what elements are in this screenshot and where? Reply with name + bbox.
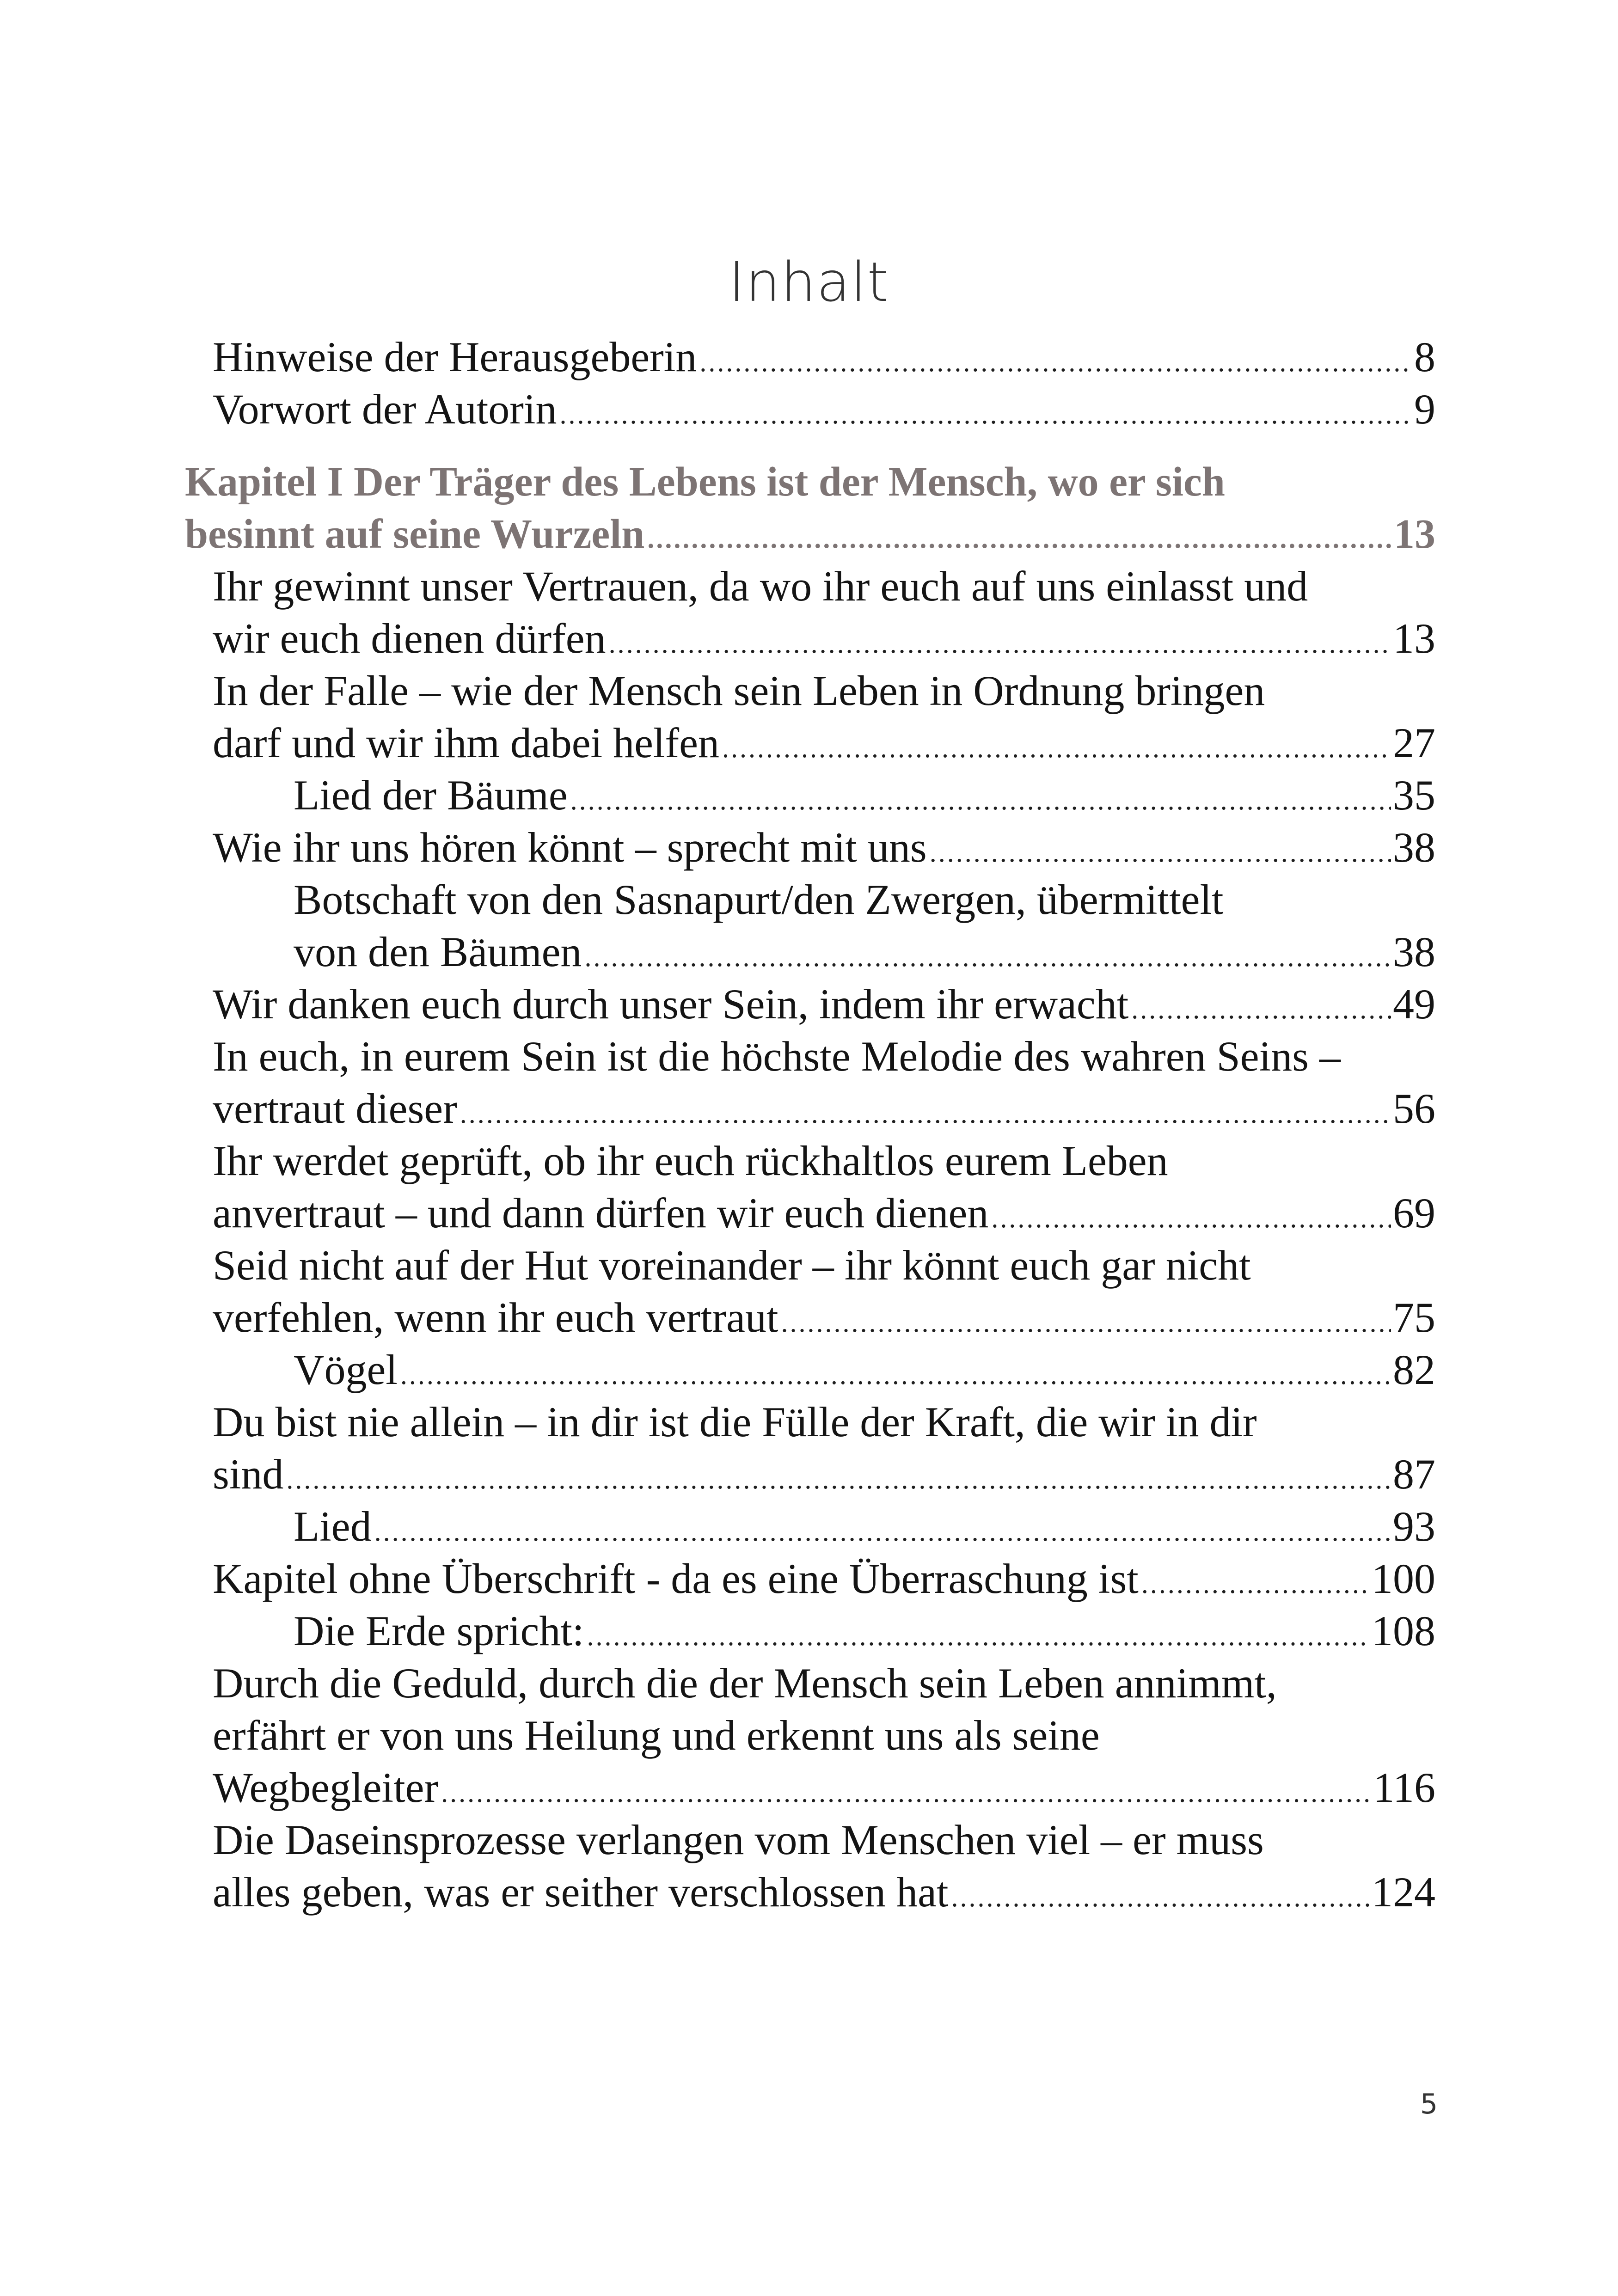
toc-dot-leader xyxy=(609,618,1391,665)
toc-entry-line xyxy=(213,1135,1435,1187)
toc-entry-line xyxy=(213,1866,1435,1918)
toc-page-number: 124 xyxy=(1372,1868,1435,1916)
toc-entry-line xyxy=(213,1187,1435,1239)
toc-dot-leader xyxy=(587,1610,1370,1657)
toc-entry-line xyxy=(213,1448,1435,1500)
toc-page-number: 8 xyxy=(1414,333,1435,380)
toc-entry-line xyxy=(213,1657,1435,1709)
toc-entry-line xyxy=(185,508,1435,560)
toc-page-number: 38 xyxy=(1393,928,1435,975)
toc-entry-line xyxy=(213,1396,1435,1448)
toc-entry-title: Botschaft von den Sasnapurt/den Zwergen, übermittelt xyxy=(294,876,1224,923)
toc-page-number: 35 xyxy=(1393,771,1435,819)
toc-dot-leader xyxy=(1131,983,1391,1030)
toc-page-number: 93 xyxy=(1393,1503,1435,1550)
toc-entry-title: sind xyxy=(213,1451,284,1498)
toc-entry-line xyxy=(294,926,1435,978)
toc-dot-leader xyxy=(570,774,1391,821)
toc-entry-title: von den Bäumen xyxy=(294,928,582,975)
toc-entry-title: besinnt auf seine Wurzeln xyxy=(185,511,645,557)
toc-dot-leader xyxy=(951,1871,1370,1918)
toc-page-number: 13 xyxy=(1393,615,1435,662)
toc-dot-leader xyxy=(930,827,1391,874)
toc-entry-title: Die Erde spricht: xyxy=(294,1607,584,1654)
toc-page-number: 38 xyxy=(1393,824,1435,871)
toc-entry-line xyxy=(213,1709,1435,1762)
toc-entry-title: Vorwort der Autorin xyxy=(213,386,557,433)
toc-dot-leader xyxy=(1141,1558,1370,1605)
toc-entry-line xyxy=(213,1762,1435,1814)
toc-entry-line xyxy=(213,331,1435,383)
toc-page-number: 56 xyxy=(1393,1085,1435,1132)
toc-entry-title: Die Daseinsprozesse verlangen vom Menschen viel – er muss xyxy=(213,1816,1264,1863)
toc-entry-title: vertraut dieser xyxy=(213,1085,457,1132)
toc-page-number: 108 xyxy=(1372,1607,1435,1654)
toc-entry-title: alles geben, was er seither verschlossen hat xyxy=(213,1868,949,1916)
toc-dot-leader xyxy=(584,931,1391,978)
toc-entry-line xyxy=(213,1239,1435,1292)
toc-entry-line xyxy=(213,665,1435,717)
toc-page-number: 69 xyxy=(1393,1189,1435,1237)
page-number: 5 xyxy=(1420,2088,1438,2120)
toc-entry-line xyxy=(294,1605,1435,1657)
toc-entry-title: wir euch dienen dürfen xyxy=(213,615,606,662)
toc-entry-line xyxy=(213,1030,1435,1083)
toc-dot-leader xyxy=(722,722,1391,769)
toc-entry-line xyxy=(213,1553,1435,1605)
toc-page-number: 116 xyxy=(1373,1764,1435,1811)
toc-page-number: 100 xyxy=(1372,1555,1435,1602)
toc-page-number: 9 xyxy=(1414,386,1435,433)
toc-dot-leader xyxy=(559,388,1412,435)
toc-dot-leader xyxy=(460,1088,1391,1135)
toc-page-number: 13 xyxy=(1394,511,1435,557)
toc-entry-title: Du bist nie allein – in dir ist die Fülle der Kraft, die wir in dir xyxy=(213,1398,1257,1445)
toc-page-number: 87 xyxy=(1393,1451,1435,1498)
toc-entry-line xyxy=(294,874,1435,926)
toc-entry-line xyxy=(213,383,1435,435)
toc-dot-leader xyxy=(647,513,1392,560)
toc-entry-title: Ihr gewinnt unser Vertrauen, da wo ihr euch auf uns einlasst und xyxy=(213,563,1308,610)
toc-dot-leader xyxy=(400,1349,1391,1396)
toc-dot-leader xyxy=(699,336,1412,383)
toc-entry-line xyxy=(213,821,1435,874)
toc-entry-title: Kapitel ohne Überschrift - da es eine Überraschung ist xyxy=(213,1555,1139,1602)
toc-entry-title: Durch die Geduld, durch die der Mensch sein Leben annimmt, xyxy=(213,1659,1277,1707)
toc-page-number: 82 xyxy=(1393,1346,1435,1393)
toc-entry-line xyxy=(185,456,1435,508)
toc-dot-leader xyxy=(781,1297,1391,1344)
toc-entry-title: Vögel xyxy=(294,1346,398,1393)
toc-entry-title: Hinweise der Herausgeberin xyxy=(213,333,697,380)
toc-entry-line xyxy=(213,1292,1435,1344)
page-title: Inhalt xyxy=(729,250,889,314)
toc-entry-line xyxy=(294,1344,1435,1396)
toc-dot-leader xyxy=(286,1453,1391,1500)
toc-dot-leader xyxy=(374,1506,1391,1553)
toc-entry-line xyxy=(213,717,1435,769)
toc-entry-line xyxy=(213,978,1435,1030)
toc-entry-title: Wir danken euch durch unser Sein, indem ihr erwacht xyxy=(213,980,1129,1028)
toc-entry-line xyxy=(213,1083,1435,1135)
toc-entry-title: Ihr werdet geprüft, ob ihr euch rückhaltlos eurem Leben xyxy=(213,1137,1168,1184)
toc-entry-title: Lied xyxy=(294,1503,372,1550)
toc-dot-leader xyxy=(991,1192,1391,1239)
toc-page-number: 75 xyxy=(1393,1294,1435,1341)
toc-entry-title: In der Falle – wie der Mensch sein Leben in Ordnung bringen xyxy=(213,667,1265,714)
toc-entry-title: In euch, in eurem Sein ist die höchste Melodie des wahren Seins – xyxy=(213,1033,1341,1080)
toc-entry-line xyxy=(213,560,1435,612)
toc-entry-line xyxy=(294,769,1435,821)
toc-page-number: 49 xyxy=(1393,980,1435,1028)
toc-entry-title: verfehlen, wenn ihr euch vertraut xyxy=(213,1294,778,1341)
toc-entry-title: Seid nicht auf der Hut voreinander – ihr könnt euch gar nicht xyxy=(213,1242,1251,1289)
toc-entry-title: Lied der Bäume xyxy=(294,771,568,819)
toc-page-number: 27 xyxy=(1393,719,1435,766)
toc-entry-line xyxy=(213,1814,1435,1866)
toc-entry-title: darf und wir ihm dabei helfen xyxy=(213,719,719,766)
toc-entry-title: erfährt er von uns Heilung und erkennt uns als seine xyxy=(213,1712,1100,1759)
toc-entry-title: Wegbegleiter xyxy=(213,1764,439,1811)
toc-entry-line xyxy=(213,612,1435,665)
toc-entry-title: anvertraut – und dann dürfen wir euch dienen xyxy=(213,1189,989,1237)
toc-entry-title: Wie ihr uns hören könnt – sprecht mit uns xyxy=(213,824,927,871)
toc-entry-title: Kapitel I Der Träger des Lebens ist der Mensch, wo er sich xyxy=(185,459,1225,505)
toc-entry-line xyxy=(294,1500,1435,1553)
toc-dot-leader xyxy=(441,1767,1371,1814)
